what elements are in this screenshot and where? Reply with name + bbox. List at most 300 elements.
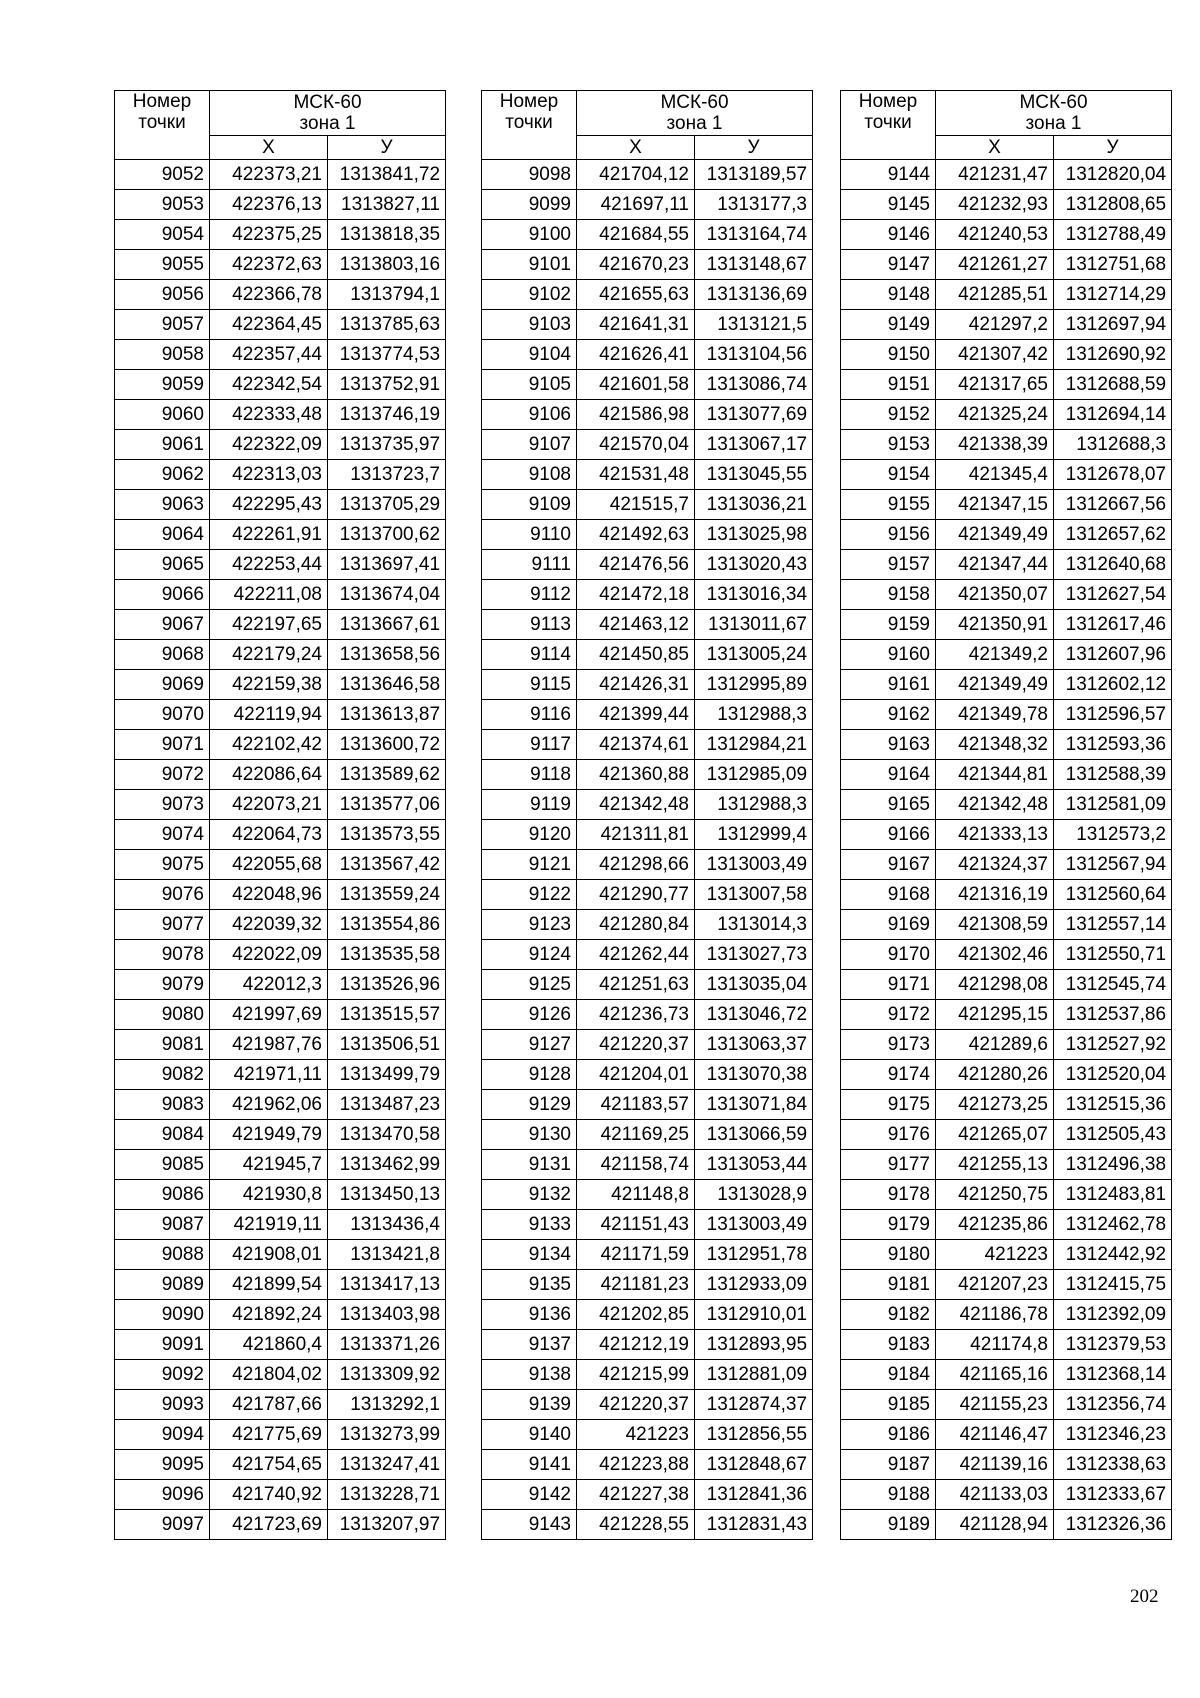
y-cell: 1313077,69: [695, 400, 813, 430]
x-cell: 421311,81: [577, 820, 695, 850]
point-number-cell: 9121: [482, 850, 577, 880]
table-row: [482, 460, 813, 490]
x-cell: 421492,63: [577, 520, 695, 550]
table-row: [841, 1360, 1172, 1390]
table-row: [115, 1450, 446, 1480]
point-number-cell: 9180: [841, 1240, 936, 1270]
y-cell: 1312462,78: [1054, 1210, 1172, 1240]
x-cell: 421280,26: [936, 1060, 1054, 1090]
table-row: [115, 1210, 446, 1240]
y-cell: 1313071,84: [695, 1090, 813, 1120]
point-number-cell: 9131: [482, 1150, 577, 1180]
y-cell: 1313247,41: [328, 1450, 446, 1480]
y-cell: 1312640,68: [1054, 550, 1172, 580]
x-cell: 421754,65: [210, 1450, 328, 1480]
point-number-cell: 9099: [482, 190, 577, 220]
x-cell: 422342,54: [210, 370, 328, 400]
y-cell: 1312581,09: [1054, 790, 1172, 820]
table-row: [482, 190, 813, 220]
table-row: [841, 790, 1172, 820]
table-row: [115, 1330, 446, 1360]
x-cell: 421183,57: [577, 1090, 695, 1120]
x-cell: 421787,66: [210, 1390, 328, 1420]
table-row: [115, 1300, 446, 1330]
x-cell: 421232,93: [936, 190, 1054, 220]
y-cell: 1313589,62: [328, 760, 446, 790]
table-row: [115, 340, 446, 370]
point-number-cell: 9101: [482, 250, 577, 280]
point-number-cell: 9159: [841, 610, 936, 640]
point-number-cell: 9062: [115, 460, 210, 490]
table-row: [482, 610, 813, 640]
x-cell: 421655,63: [577, 280, 695, 310]
y-cell: 1313025,98: [695, 520, 813, 550]
table-row: [115, 1000, 446, 1030]
y-cell: 1312856,55: [695, 1420, 813, 1450]
x-cell: 422366,78: [210, 280, 328, 310]
point-number-cell: 9163: [841, 730, 936, 760]
y-cell: 1312988,3: [695, 790, 813, 820]
table-row: [115, 820, 446, 850]
table-row: [115, 1090, 446, 1120]
y-cell: 1313700,62: [328, 520, 446, 550]
y-cell: 1313063,37: [695, 1030, 813, 1060]
x-cell: 422086,64: [210, 760, 328, 790]
x-cell: 421570,04: [577, 430, 695, 460]
point-number-cell: 9162: [841, 700, 936, 730]
point-number-cell: 9161: [841, 670, 936, 700]
table-row: [482, 940, 813, 970]
point-number-cell: 9094: [115, 1420, 210, 1450]
y-cell: 1312537,86: [1054, 1000, 1172, 1030]
point-number-cell: 9078: [115, 940, 210, 970]
y-cell: 1313207,97: [328, 1510, 446, 1540]
point-number-cell: 9132: [482, 1180, 577, 1210]
y-cell: 1313136,69: [695, 280, 813, 310]
table-row: [115, 1390, 446, 1420]
point-number-cell: 9079: [115, 970, 210, 1000]
table-row: [841, 1150, 1172, 1180]
point-number-cell: 9056: [115, 280, 210, 310]
x-cell: 421207,23: [936, 1270, 1054, 1300]
x-cell: 421684,55: [577, 220, 695, 250]
x-cell: 421350,07: [936, 580, 1054, 610]
point-number-cell: 9107: [482, 430, 577, 460]
x-cell: 421344,81: [936, 760, 1054, 790]
table-row: [841, 400, 1172, 430]
point-number-cell: 9143: [482, 1510, 577, 1540]
y-cell: 1312326,36: [1054, 1510, 1172, 1540]
x-cell: 421250,75: [936, 1180, 1054, 1210]
point-number-cell: 9055: [115, 250, 210, 280]
point-number-cell: 9122: [482, 880, 577, 910]
x-cell: 421202,85: [577, 1300, 695, 1330]
y-cell: 1313746,19: [328, 400, 446, 430]
y-cell: 1313371,26: [328, 1330, 446, 1360]
x-cell: 421860,4: [210, 1330, 328, 1360]
point-number-cell: 9065: [115, 550, 210, 580]
x-cell: 422211,08: [210, 580, 328, 610]
y-cell: 1313487,23: [328, 1090, 446, 1120]
point-number-cell: 9105: [482, 370, 577, 400]
point-number-cell: 9074: [115, 820, 210, 850]
y-cell: 1313559,24: [328, 880, 446, 910]
y-cell: 1313070,38: [695, 1060, 813, 1090]
point-number-cell: 9167: [841, 850, 936, 880]
y-cell: 1313417,13: [328, 1270, 446, 1300]
y-cell: 1313674,04: [328, 580, 446, 610]
table-row: [841, 1420, 1172, 1450]
table-row: [841, 940, 1172, 970]
point-number-cell: 9115: [482, 670, 577, 700]
y-cell: 1313515,57: [328, 1000, 446, 1030]
point-number-cell: 9100: [482, 220, 577, 250]
point-number-cell: 9138: [482, 1360, 577, 1390]
y-cell: 1312520,04: [1054, 1060, 1172, 1090]
x-cell: 421289,6: [936, 1030, 1054, 1060]
y-cell: 1313667,61: [328, 610, 446, 640]
table-row: [841, 1000, 1172, 1030]
table-row: [841, 820, 1172, 850]
table-row: [482, 550, 813, 580]
point-number-cell: 9158: [841, 580, 936, 610]
x-cell: 421148,8: [577, 1180, 695, 1210]
point-number-cell: 9084: [115, 1120, 210, 1150]
x-cell: 421290,77: [577, 880, 695, 910]
y-cell: 1313067,17: [695, 430, 813, 460]
point-number-cell: 9170: [841, 940, 936, 970]
system-header-line2: зона 1: [1025, 113, 1082, 134]
point-number-cell: 9151: [841, 370, 936, 400]
y-cell: 1313470,58: [328, 1120, 446, 1150]
point-number-cell: 9090: [115, 1300, 210, 1330]
y-cell: 1313658,56: [328, 640, 446, 670]
point-number-cell: 9106: [482, 400, 577, 430]
x-cell: 421285,51: [936, 280, 1054, 310]
point-number-cell: 9096: [115, 1480, 210, 1510]
x-cell: 421472,18: [577, 580, 695, 610]
point-number-cell: 9128: [482, 1060, 577, 1090]
x-cell: 421220,37: [577, 1390, 695, 1420]
table-row: [482, 640, 813, 670]
table-row: [482, 280, 813, 310]
point-number-cell: 9176: [841, 1120, 936, 1150]
table-row: [482, 490, 813, 520]
x-cell: 421740,92: [210, 1480, 328, 1510]
point-number-cell: 9149: [841, 310, 936, 340]
table-row: [841, 490, 1172, 520]
point-number-cell: 9071: [115, 730, 210, 760]
y-cell: 1312848,67: [695, 1450, 813, 1480]
system-header-line1: МСК-60: [660, 92, 729, 113]
y-cell: 1313016,34: [695, 580, 813, 610]
table-row: [115, 850, 446, 880]
y-cell: 1312627,54: [1054, 580, 1172, 610]
x-cell: 421158,74: [577, 1150, 695, 1180]
point-header-line2: точки: [864, 112, 912, 133]
y-cell: 1313177,3: [695, 190, 813, 220]
y-cell: 1313646,58: [328, 670, 446, 700]
table-row: [482, 430, 813, 460]
table-row: [482, 1180, 813, 1210]
x-cell: 421345,4: [936, 460, 1054, 490]
table-row: [482, 1210, 813, 1240]
table-row: [841, 1330, 1172, 1360]
point-number-cell: 9157: [841, 550, 936, 580]
x-cell: 421307,42: [936, 340, 1054, 370]
y-cell: 1313774,53: [328, 340, 446, 370]
x-cell: 422333,48: [210, 400, 328, 430]
y-cell: 1313011,67: [695, 610, 813, 640]
point-number-cell: 9153: [841, 430, 936, 460]
x-cell: 421231,47: [936, 160, 1054, 190]
point-header-line1: Номер: [858, 91, 918, 112]
y-cell: 1313036,21: [695, 490, 813, 520]
y-cell: 1312678,07: [1054, 460, 1172, 490]
x-cell: 421349,49: [936, 520, 1054, 550]
y-cell: 1312515,36: [1054, 1090, 1172, 1120]
x-cell: 421586,98: [577, 400, 695, 430]
table-row: [115, 220, 446, 250]
point-number-cell: 9082: [115, 1060, 210, 1090]
y-cell: 1313148,67: [695, 250, 813, 280]
point-number-cell: 9150: [841, 340, 936, 370]
x-cell: 422055,68: [210, 850, 328, 880]
point-number-cell: 9187: [841, 1450, 936, 1480]
table-row: [115, 1360, 446, 1390]
y-cell: 1312567,94: [1054, 850, 1172, 880]
x-cell: 421298,66: [577, 850, 695, 880]
x-cell: 421223: [936, 1240, 1054, 1270]
y-cell: 1312442,92: [1054, 1240, 1172, 1270]
point-number-cell: 9141: [482, 1450, 577, 1480]
point-number-cell: 9112: [482, 580, 577, 610]
coordinate-system-header: [577, 91, 813, 136]
point-number-cell: 9186: [841, 1420, 936, 1450]
x-cell: 422197,65: [210, 610, 328, 640]
coordinate-table-2: [481, 90, 813, 1540]
y-cell: 1312933,09: [695, 1270, 813, 1300]
point-number-cell: 9185: [841, 1390, 936, 1420]
point-number-cell: 9127: [482, 1030, 577, 1060]
point-number-cell: 9075: [115, 850, 210, 880]
point-number-cell: 9184: [841, 1360, 936, 1390]
y-cell: 1313086,74: [695, 370, 813, 400]
table-row: [841, 610, 1172, 640]
y-cell: 1313697,41: [328, 550, 446, 580]
y-header: У: [328, 136, 446, 160]
y-cell: 1312527,92: [1054, 1030, 1172, 1060]
point-number-cell: 9182: [841, 1300, 936, 1330]
y-cell: 1313785,63: [328, 310, 446, 340]
point-number-cell: 9080: [115, 1000, 210, 1030]
x-cell: 422102,42: [210, 730, 328, 760]
point-number-cell: 9057: [115, 310, 210, 340]
y-cell: 1313535,58: [328, 940, 446, 970]
x-cell: 421297,2: [936, 310, 1054, 340]
y-cell: 1313292,1: [328, 1390, 446, 1420]
y-cell: 1313189,57: [695, 160, 813, 190]
y-cell: 1313066,59: [695, 1120, 813, 1150]
y-cell: 1313020,43: [695, 550, 813, 580]
x-cell: 421227,38: [577, 1480, 695, 1510]
table-row: [482, 1150, 813, 1180]
system-header-line1: МСК-60: [1019, 92, 1088, 113]
table-row: [482, 1480, 813, 1510]
page-number: 202: [1130, 1586, 1159, 1607]
y-cell: 1312392,09: [1054, 1300, 1172, 1330]
point-header-line2: точки: [505, 112, 553, 133]
point-number-cell: 9144: [841, 160, 936, 190]
y-cell: 1312881,09: [695, 1360, 813, 1390]
x-cell: 422159,38: [210, 670, 328, 700]
y-cell: 1313309,92: [328, 1360, 446, 1390]
table-row: [115, 370, 446, 400]
y-cell: 1313573,55: [328, 820, 446, 850]
y-cell: 1313705,29: [328, 490, 446, 520]
x-cell: 421165,16: [936, 1360, 1054, 1390]
x-cell: 421945,7: [210, 1150, 328, 1180]
table-row: [841, 1270, 1172, 1300]
x-cell: 422119,94: [210, 700, 328, 730]
point-number-cell: 9136: [482, 1300, 577, 1330]
table-row: [482, 790, 813, 820]
table-row: [115, 880, 446, 910]
y-cell: 1312596,57: [1054, 700, 1172, 730]
point-number-cell: 9069: [115, 670, 210, 700]
table-row: [115, 1420, 446, 1450]
point-number-cell: 9126: [482, 1000, 577, 1030]
table-row: [482, 1030, 813, 1060]
coordinate-table-1: [114, 90, 446, 1540]
point-number-cell: 9189: [841, 1510, 936, 1540]
x-cell: 422295,43: [210, 490, 328, 520]
y-cell: 1312593,36: [1054, 730, 1172, 760]
y-cell: 1313045,55: [695, 460, 813, 490]
x-cell: 421899,54: [210, 1270, 328, 1300]
table-row: [482, 400, 813, 430]
point-number-cell: 9142: [482, 1480, 577, 1510]
x-cell: 421155,23: [936, 1390, 1054, 1420]
y-cell: 1312714,29: [1054, 280, 1172, 310]
point-number-cell: 9148: [841, 280, 936, 310]
x-cell: 421697,11: [577, 190, 695, 220]
x-cell: 422253,44: [210, 550, 328, 580]
table-row: [482, 730, 813, 760]
point-number-cell: 9130: [482, 1120, 577, 1150]
table-row: [115, 790, 446, 820]
y-cell: 1312820,04: [1054, 160, 1172, 190]
x-cell: 421601,58: [577, 370, 695, 400]
table-row: [115, 520, 446, 550]
point-number-cell: 9147: [841, 250, 936, 280]
x-cell: 421262,44: [577, 940, 695, 970]
point-number-cell: 9173: [841, 1030, 936, 1060]
point-number-cell: 9060: [115, 400, 210, 430]
table-row: [115, 430, 446, 460]
y-cell: 1313436,4: [328, 1210, 446, 1240]
x-cell: 421347,44: [936, 550, 1054, 580]
table-row: [482, 1120, 813, 1150]
x-cell: 421128,94: [936, 1510, 1054, 1540]
table-row: [841, 280, 1172, 310]
y-cell: 1313526,96: [328, 970, 446, 1000]
y-cell: 1313164,74: [695, 220, 813, 250]
y-cell: 1313421,8: [328, 1240, 446, 1270]
table-row: [115, 700, 446, 730]
point-number-cell: 9177: [841, 1150, 936, 1180]
point-number-header: [115, 91, 210, 160]
x-cell: 421280,84: [577, 910, 695, 940]
y-cell: 1313005,24: [695, 640, 813, 670]
coordinate-table-3: [840, 90, 1172, 1540]
table-row: [482, 1450, 813, 1480]
table-row: [115, 640, 446, 670]
point-number-cell: 9188: [841, 1480, 936, 1510]
point-number-cell: 9169: [841, 910, 936, 940]
table-row: [841, 190, 1172, 220]
x-cell: 421273,25: [936, 1090, 1054, 1120]
table-row: [841, 1120, 1172, 1150]
point-number-cell: 9114: [482, 640, 577, 670]
table-row: [482, 1240, 813, 1270]
y-cell: 1313007,58: [695, 880, 813, 910]
x-cell: 422376,13: [210, 190, 328, 220]
point-number-cell: 9168: [841, 880, 936, 910]
point-header-line1: Номер: [132, 91, 192, 112]
coordinate-system-header: [936, 91, 1172, 136]
x-cell: 421151,43: [577, 1210, 695, 1240]
table-row: [841, 760, 1172, 790]
table-row: [841, 550, 1172, 580]
x-cell: 421342,48: [936, 790, 1054, 820]
point-number-cell: 9064: [115, 520, 210, 550]
x-header: Х: [577, 136, 695, 160]
point-number-cell: 9178: [841, 1180, 936, 1210]
x-cell: 421204,01: [577, 1060, 695, 1090]
table-row: [841, 580, 1172, 610]
y-cell: 1312346,23: [1054, 1420, 1172, 1450]
x-cell: 422357,44: [210, 340, 328, 370]
y-cell: 1312988,3: [695, 700, 813, 730]
x-cell: 422375,25: [210, 220, 328, 250]
table-row: [841, 1030, 1172, 1060]
table-row: [841, 1450, 1172, 1480]
x-cell: 421670,23: [577, 250, 695, 280]
point-number-cell: 9072: [115, 760, 210, 790]
table-row: [115, 160, 446, 190]
y-cell: 1312910,01: [695, 1300, 813, 1330]
y-cell: 1313794,1: [328, 280, 446, 310]
table-row: [482, 220, 813, 250]
table-row: [482, 1390, 813, 1420]
point-number-cell: 9083: [115, 1090, 210, 1120]
point-number-cell: 9117: [482, 730, 577, 760]
x-cell: 422179,24: [210, 640, 328, 670]
x-cell: 422373,21: [210, 160, 328, 190]
system-header-line2: зона 1: [299, 113, 356, 134]
x-cell: 422039,32: [210, 910, 328, 940]
y-cell: 1313499,79: [328, 1060, 446, 1090]
table-row: [841, 430, 1172, 460]
y-cell: 1313003,49: [695, 1210, 813, 1240]
table-row: [482, 1360, 813, 1390]
y-cell: 1313752,91: [328, 370, 446, 400]
table-row: [841, 970, 1172, 1000]
y-cell: 1312667,56: [1054, 490, 1172, 520]
point-number-cell: 9152: [841, 400, 936, 430]
table-row: [115, 760, 446, 790]
